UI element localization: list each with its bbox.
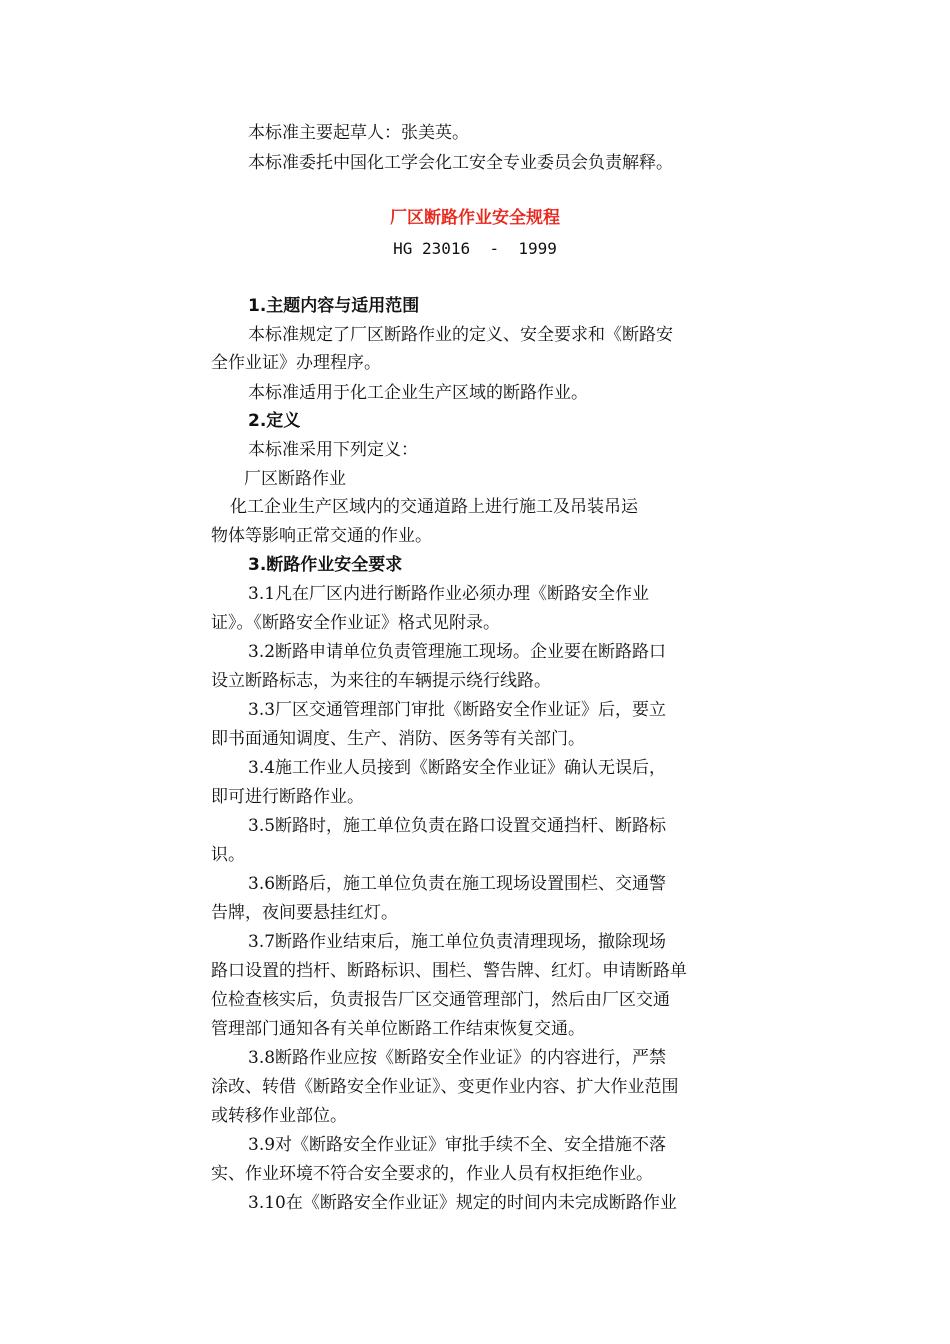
section-1-paragraph-cont: 全作业证》办理程序。 bbox=[211, 353, 381, 373]
item-3-6: 3.6断路后，施工单位负责在施工现场设置围栏、交通警 bbox=[248, 874, 667, 894]
item-3-4: 3.4施工作业人员接到《断路安全作业证》确认无误后， bbox=[248, 758, 667, 778]
item-3-8-cont-2: 或转移作业部位。 bbox=[211, 1106, 347, 1126]
item-3-1: 3.1凡在厂区内进行断路作业必须办理《断路安全作业 bbox=[248, 584, 650, 604]
drafter-line: 本标准主要起草人：张美英。 bbox=[248, 123, 469, 143]
section-1-heading: 1.主题内容与适用范围 bbox=[248, 296, 420, 316]
item-3-2-cont: 设立断路标志，为来往的车辆提示绕行线路。 bbox=[211, 671, 551, 691]
item-3-8: 3.8断路作业应按《断路安全作业证》的内容进行，严禁 bbox=[248, 1048, 667, 1068]
item-3-9-cont: 实、作业环境不符合安全要求的，作业人员有权拒绝作业。 bbox=[211, 1164, 653, 1184]
section-3-heading: 3.断路作业安全要求 bbox=[248, 555, 403, 575]
item-3-8-cont-1: 涂改、转借《断路安全作业证》、变更作业内容、扩大作业范围 bbox=[211, 1077, 679, 1097]
standard-code: HG 23016 - 1999 bbox=[393, 239, 557, 258]
item-3-7-cont-3: 管理部门通知各有关单位断路工作结束恢复交通。 bbox=[211, 1019, 585, 1039]
item-3-3: 3.3厂区交通管理部门审批《断路安全作业证》后，要立 bbox=[248, 700, 667, 720]
definition-text: 化工企业生产区域内的交通道路上进行施工及吊装吊运 bbox=[230, 497, 638, 517]
section-1-paragraph: 本标准规定了厂区断路作业的定义、安全要求和《断路安 bbox=[248, 325, 673, 345]
section-2-intro: 本标准采用下列定义： bbox=[248, 440, 418, 460]
item-3-2: 3.2断路申请单位负责管理施工现场。企业要在断路路口 bbox=[248, 642, 667, 662]
section-1-scope: 本标准适用于化工企业生产区域的断路作业。 bbox=[248, 383, 588, 403]
item-3-5-cont: 识。 bbox=[211, 845, 245, 865]
item-3-6-cont: 告牌，夜间要悬挂红灯。 bbox=[211, 903, 398, 923]
document-title: 厂区断路作业安全规程 bbox=[390, 208, 560, 228]
item-3-1-cont: 证》。《断路安全作业证》格式见附录。 bbox=[211, 613, 500, 633]
item-3-9: 3.9对《断路安全作业证》审批手续不全、安全措施不落 bbox=[248, 1135, 667, 1155]
item-3-3-cont: 即书面通知调度、生产、消防、医务等有关部门。 bbox=[211, 729, 585, 749]
item-3-10: 3.10在《断路安全作业证》规定的时间内未完成断路作业 bbox=[248, 1193, 677, 1213]
item-3-4-cont: 即可进行断路作业。 bbox=[211, 787, 364, 807]
item-3-7-cont-1: 路口设置的挡杆、断路标识、围栏、警告牌、红灯。申请断路单 bbox=[211, 961, 687, 981]
definition-term: 厂区断路作业 bbox=[244, 469, 346, 489]
item-3-7: 3.7断路作业结束后，施工单位负责清理现场，撤除现场 bbox=[248, 932, 667, 952]
definition-text-cont: 物体等影响正常交通的作业。 bbox=[211, 526, 432, 546]
section-2-heading: 2.定义 bbox=[248, 411, 301, 431]
item-3-7-cont-2: 位检查核实后，负责报告厂区交通管理部门，然后由厂区交通 bbox=[211, 990, 670, 1010]
item-3-5: 3.5断路时，施工单位负责在路口设置交通挡杆、断路标 bbox=[248, 816, 667, 836]
interpretation-line: 本标准委托中国化工学会化工安全专业委员会负责解释。 bbox=[248, 153, 673, 173]
